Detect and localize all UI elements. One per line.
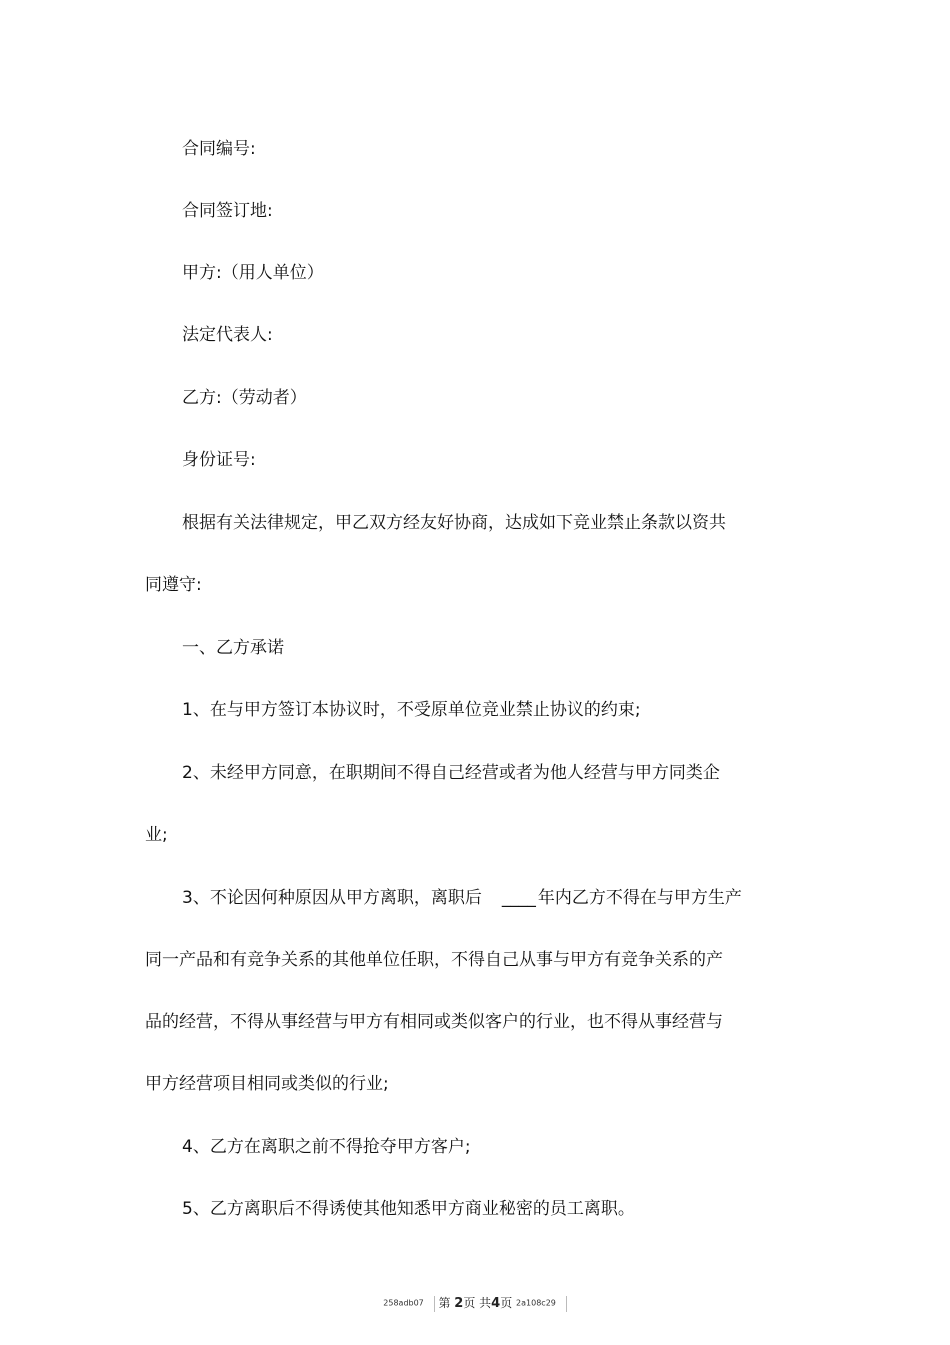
page-mid: 页 共	[463, 1296, 492, 1310]
clause-1: 1、在与甲方签订本协议时，不受原单位竞业禁止协议的约束;	[182, 700, 641, 720]
clause-3-text-after-blank: 年内乙方不得在与甲方生产	[537, 888, 742, 908]
legal-representative-field: 法定代表人:	[182, 325, 273, 345]
contract-number-field: 合同编号:	[182, 139, 256, 159]
clause-4: 4、乙方在离职之前不得抢夺甲方客户;	[182, 1137, 471, 1157]
clause-2-line-2: 业;	[145, 825, 168, 845]
intro-line-2: 同遵守:	[145, 575, 202, 595]
page-current: 2	[454, 1296, 464, 1311]
footer-divider-right	[566, 1296, 567, 1312]
footer-code-right: 2a108c29	[516, 1298, 556, 1308]
intro-line-1: 根据有关法律规定，甲乙双方经友好协商，达成如下竞业禁止条款以资共	[182, 513, 726, 533]
party-a-field: 甲方:（用人单位）	[182, 263, 324, 283]
page-footer	[0, 1294, 950, 1313]
page-suffix: 页	[500, 1296, 513, 1310]
footer-divider-left	[434, 1296, 435, 1312]
signing-place-field: 合同签订地:	[182, 201, 273, 221]
clause-2-line-1: 2、未经甲方同意，在职期间不得自己经营或者为他人经营与甲方同类企	[182, 763, 720, 783]
clause-5: 5、乙方离职后不得诱使其他知悉甲方商业秘密的员工离职。	[182, 1199, 635, 1219]
party-b-field: 乙方:（劳动者）	[182, 388, 307, 408]
clause-3-line-1	[182, 886, 842, 910]
fill-in-blank: ____	[501, 888, 536, 908]
clause-3-line-2: 同一产品和有竞争关系的其他单位任职，不得自己从事与甲方有竞争关系的产	[145, 950, 723, 970]
section-title: 一、乙方承诺	[182, 638, 284, 658]
id-number-field: 身份证号:	[182, 450, 256, 470]
clause-3-line-4: 甲方经营项目相同或类似的行业;	[145, 1074, 389, 1094]
clause-3-line-3: 品的经营，不得从事经营与甲方有相同或类似客户的行业，也不得从事经营与	[145, 1012, 723, 1032]
page-total: 4	[491, 1296, 501, 1311]
clause-3-text-before-blank: 3、不论因何种原因从甲方离职，离职后	[182, 888, 482, 908]
footer-code-left: 258adb07	[383, 1298, 424, 1308]
page-prefix: 第	[438, 1296, 451, 1310]
